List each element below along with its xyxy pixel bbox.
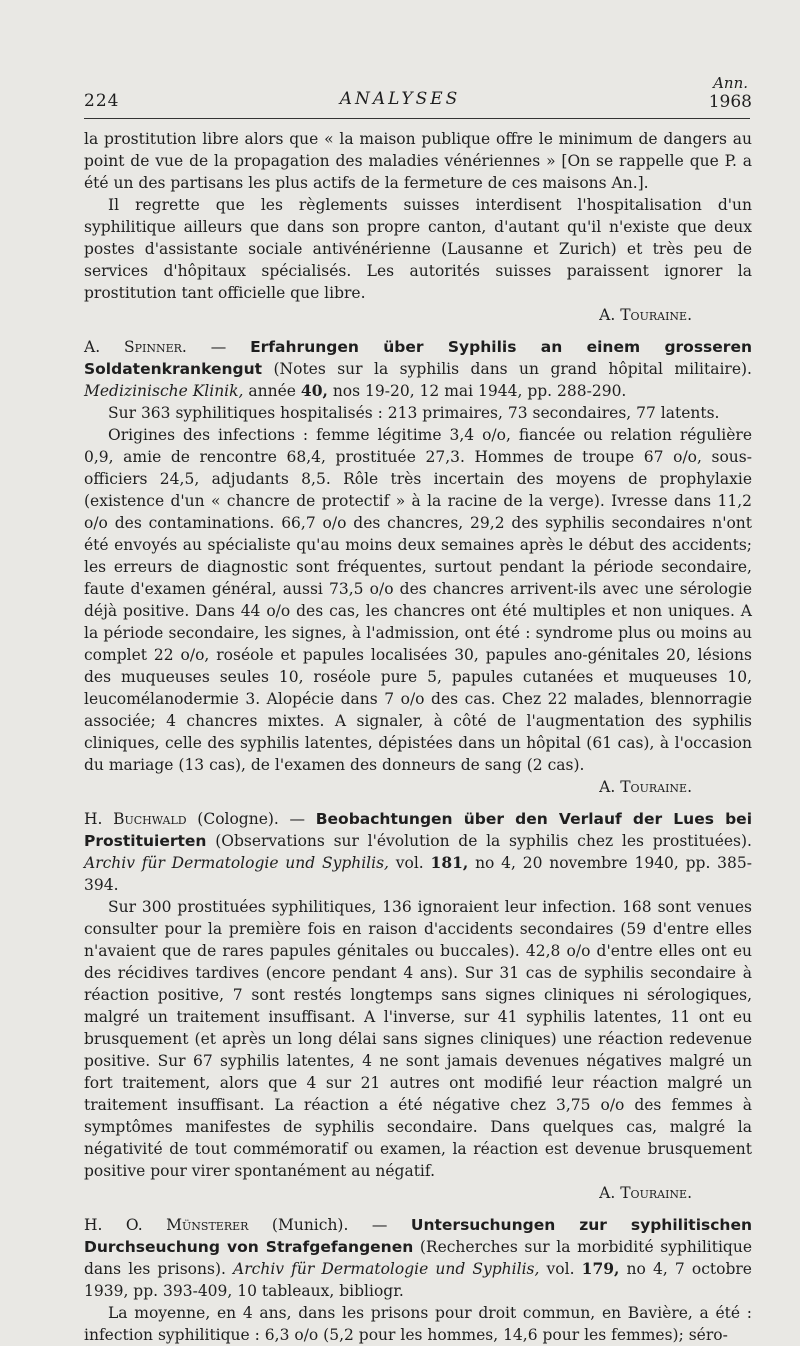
entry-3-author-place: (Munich).: [271, 1216, 349, 1234]
entry-3-paragraph-1: La moyenne, en 4 ans, dans les prisons pour droit commun, en Bavière, a été : infection syphilitique : 6,3 o/o (5,2 pour les hommes, 14,6 pour les femmes); séro-: [84, 1304, 752, 1344]
entry-1-paragraph-1: Sur 363 syphilitiques hospitalisés : 213 primaires, 73 secondaires, 77 latents.: [108, 404, 720, 422]
intro-paragraph-1: la prostitution libre alors que « la maison publique offre le minimum de dangers au point de vue de la propagation des maladies vénériennes » [On se rappelle que P. a été un des partisans les plus actifs de la fermeture de ces maisons An.].: [84, 130, 752, 192]
journal-abbrev: Ann.: [713, 74, 748, 92]
entry-2-author: H. Buchwald: [84, 810, 187, 828]
entry-3-volume: 179,: [581, 1259, 620, 1278]
entry-1-paragraph-2: Origines des infections : femme légitime 3,4 o/o, fiancée ou relation régulière 0,9, amie de rencontre 68,4, prostituée 27,3. Hommes de troupe 67 o/o, sous-officiers 24,5, adjudants 8,5. Rôle très incertain des moyens de prophylaxie (existence d'un « chancre de protectif » à la racine de la verge). Ivresse dans 11,2 o/o des contaminations. 66,7 o/o des chancres, 29,2 des syphilis secondaires n'ont été envoyés au spécialiste qu'au moins deux semaines après le début des accidents; les erreurs de diagnostic sont fréquentes, surtout pendant la période secondaire, faute d'examen général, aussi 73,5 o/o des chancres arrivent-ils avec une sérologie déjà positive. Dans 44 o/o des cas, les chancres ont été multiples et non uniques. A la période secondaire, les signes, à l'admission, ont été : syndrome plus ou moins au complet 22 o/o, roséole et papules localisées 30, papules ano-génitales 20, lésions des muqueuses seules 10, roséole pure 5, papules cutanées et muqueuses 10, leucomélanodermie 3. Alopécie dans 7 o/o des cas. Chez 22 malades, blennorragie associée; 4 chancres mixtes. A signaler, à côté de l'augmentation des syphilis cliniques, celle des syphilis latentes, dépistées dans un hôpital (61 cas), à l'occasion du mariage (13 cas), de l'examen des donneurs de sang (2 cas).: [84, 426, 752, 774]
entry-3-author: H. O. Münsterer: [84, 1216, 249, 1234]
entry-1-french-title: (Notes sur la syphilis dans un grand hôpital militaire).: [273, 360, 752, 378]
entry-1-journal: Medizinische Klinik,: [84, 382, 244, 400]
entry-2-issue: no 4, 20 novembre 1940, pp. 385-394.: [84, 854, 752, 894]
page-number: 224: [84, 91, 120, 111]
entry-3-vol-label: vol.: [546, 1260, 575, 1278]
entry-2-vol-label: vol.: [395, 854, 424, 872]
entry-1-citation: A. Spinner. — Erfahrungen über Syphilis an einem grosseren Soldatenkrankengut (Notes sur la syphilis dans un grand hôpital militaire). Medizinische Klinik, année 40, nos 19-20, 12 mai 1944, pp. 288-290.: [84, 338, 752, 400]
entry-3-issue: no 4, 7 octobre 1939, pp. 393-409, 10 tableaux, bibliogr.: [84, 1260, 752, 1300]
entry-2-signature: A. Touraine.: [599, 1184, 692, 1202]
page-header: [0, 0, 800, 120]
entry-2-author-place: (Cologne).: [197, 810, 279, 828]
entry-2-volume: 181,: [430, 853, 469, 872]
entry-2-citation: H. Buchwald (Cologne). — Beobachtungen über den Verlauf der Lues bei Prostituierten (Observations sur l'évolution de la syphilis chez les prostituées). Archiv für Dermatologie und Syphilis, vol. 181, no 4, 20 novembre 1940, pp. 385-394.: [84, 810, 753, 894]
entry-2-paragraph-1: Sur 300 prostituées syphilitiques, 136 ignoraient leur infection. 168 sont venues consulter pour la première fois en raison d'accidents secondaires (59 d'entre elles n'avaient que de rares papules génitales ou buccales). 42,8 o/o d'entre elles ont eu des récidives tardives (encore pendant 4 ans). Sur 31 cas de syphilis secondaire à réaction positive, 7 sont restés longtemps sans signes cliniques ni sérologiques, malgré un traitement insuffisant. A l'inverse, sur 41 syphilis latentes, 11 ont eu brusquement (et après un long délai sans signes cliniques) une réaction redevenue positive. Sur 67 syphilis latentes, 4 ne sont jamais devenues négatives malgré un fort traitement, alors que 4 sur 21 autres ont modifié leur réaction malgré un traitement insuffisant. La réaction a été négative chez 3,75 o/o des femmes à symptômes manifestes de syphilis secondaire. Dans quelques cas, malgré la négativité de tout commémoratif ou examen, la réaction est devenue brusquement positive pour virer spontanément au négatif.: [84, 898, 752, 1180]
entry-3-title: Untersuchungen zur syphilitischen Durchseuchung von Strafgefangenen: [84, 1216, 753, 1256]
entry-1-year-label: année: [248, 382, 296, 400]
entry-3-french-title: (Recherches sur la morbidité syphilitique dans les prisons).: [84, 1238, 752, 1278]
running-title: ANALYSES: [339, 89, 461, 109]
publication-year: 1968: [708, 92, 752, 112]
entry-3-citation: H. O. Münsterer (Munich). — Untersuchungen zur syphilitischen Durchseuchung von Strafgefangenen (Recherches sur la morbidité syphilitique dans les prisons). Archiv für Dermatologie und Syphilis, vol. 179, no 4, 7 octobre 1939, pp. 393-409, 10 tableaux, bibliogr.: [84, 1216, 753, 1300]
entry-2-french-title: (Observations sur l'évolution de la syphilis chez les prostituées).: [215, 832, 752, 850]
entry-1-volume: 40,: [300, 381, 328, 400]
entry-3-journal: Archiv für Dermatologie und Syphilis,: [233, 1260, 540, 1278]
entry-1-title: Erfahrungen über Syphilis an einem grosseren Soldatenkrankengut: [84, 338, 752, 378]
entry-2-title: Beobachtungen über den Verlauf der Lues bei Prostituierten: [84, 810, 753, 850]
intro-signature: A. Touraine.: [599, 306, 692, 324]
entry-1-author: A. Spinner.: [84, 338, 187, 356]
intro-paragraph-2: Il regrette que les règlements suisses interdisent l'hospitalisation d'un syphilitique ailleurs que dans son propre canton, d'autant qu'il n'existe que deux postes d'assistante sociale antivénérienne (Lausanne et Zurich) et très peu de services d'hôpitaux spécialisés. Les autorités suisses paraissent ignorer la prostitution tant officielle que libre.: [84, 196, 752, 302]
entry-1-issue: nos 19-20, 12 mai 1944, pp. 288-290.: [332, 382, 627, 400]
header-rule: [84, 118, 750, 119]
entry-2-journal: Archiv für Dermatologie und Syphilis,: [84, 854, 389, 872]
page-body: [84, 128, 752, 1346]
entry-1-signature: A. Touraine.: [599, 778, 692, 796]
